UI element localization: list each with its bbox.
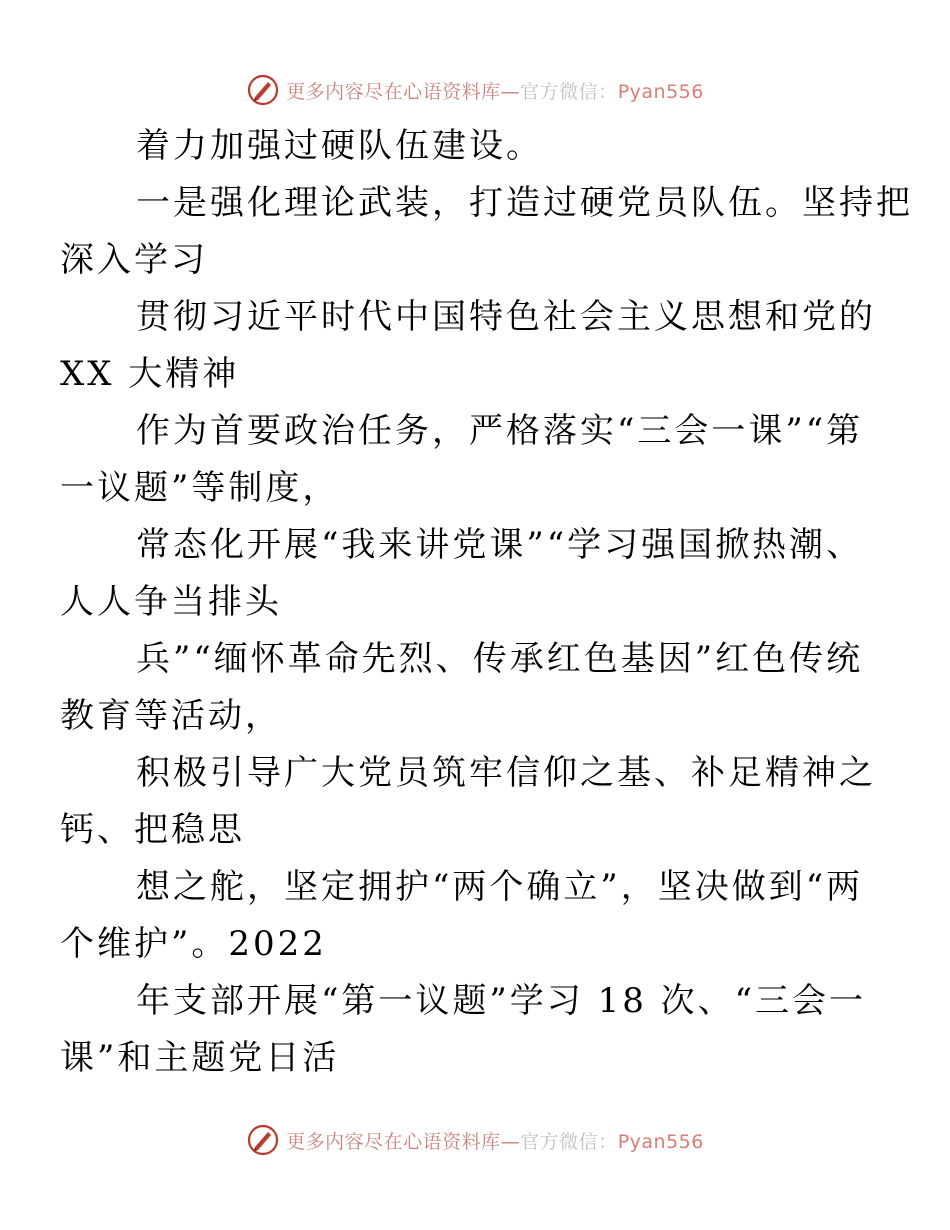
paragraph: 积极引导广大党员筑牢信仰之基、补足精神之 钙、把稳思 <box>60 753 876 850</box>
watermark-text: 更多内容尽在心语资料库—官方微信：Pyan556 <box>286 1130 704 1153</box>
paragraph: 着力加强过硬队伍建设。 <box>136 126 543 166</box>
paragraph: 作为首要政治任务，严格落实“三会一课”“第 一议题”等制度， <box>60 411 864 508</box>
paragraph: 贯彻习近平时代中国特色社会主义思想和党的 XX 大精神 <box>60 297 876 394</box>
pen-seal-icon <box>246 73 280 107</box>
document-body <box>60 118 913 1087</box>
watermark-text: 更多内容尽在心语资料库—官方微信：Pyan556 <box>286 80 704 103</box>
paragraph: 一是强化理论武装，打造过硬党员队伍。坚持把 深入学习 <box>60 183 913 280</box>
footer-watermark <box>0 1120 950 1160</box>
paragraph: 想之舵，坚定拥护“两个确立”，坚决做到“两 个维护”。2022 <box>60 867 864 964</box>
pen-seal-icon <box>246 1123 280 1157</box>
paragraph: 年支部开展“第一议题”学习 18 次、“三会一 课”和主题党日活 <box>60 981 867 1078</box>
header-watermark <box>0 70 950 110</box>
paragraph: 兵”“缅怀革命先烈、传承红色基因”红色传统 教育等活动， <box>60 639 864 736</box>
paragraph: 常态化开展“我来讲党课”“学习强国掀热潮、 人人争当排头 <box>60 525 864 622</box>
